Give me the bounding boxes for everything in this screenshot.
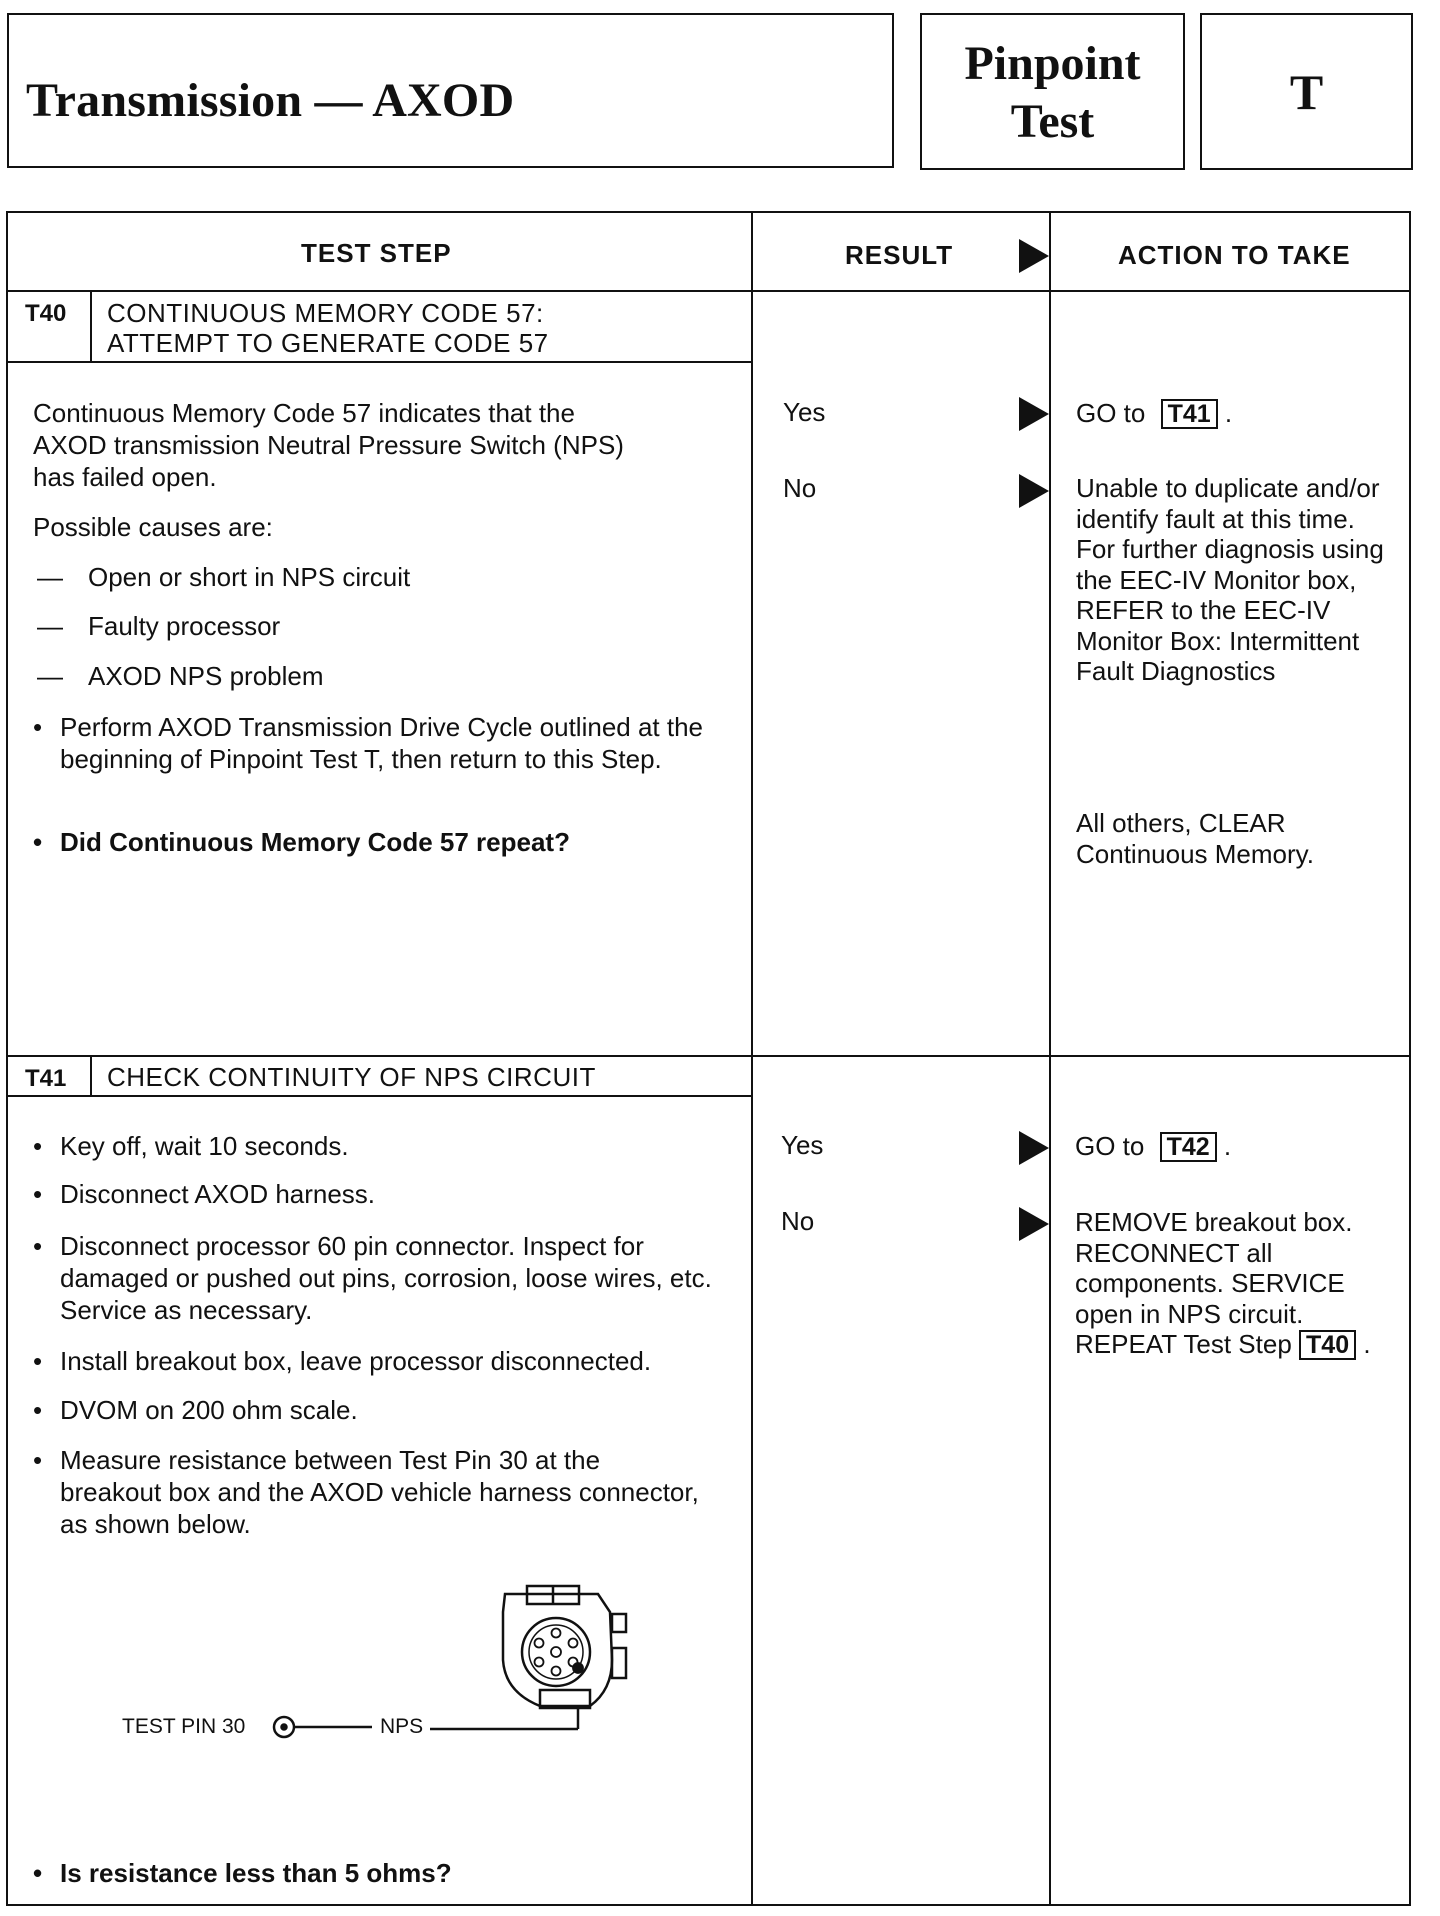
t40-step-number: T40 (25, 300, 67, 327)
t41-step-1-text: Key off, wait 10 seconds. (60, 1131, 349, 1161)
dash-symbol: — (37, 562, 63, 592)
test-letter: T (1289, 64, 1324, 120)
t40-goto-t41-ref: T41 (1161, 399, 1218, 429)
t41-result-no: No (781, 1206, 815, 1236)
t41-step-4-text: Install breakout box, leave processor disconnected. (60, 1346, 652, 1376)
t41-action-no-suffix: . (1363, 1329, 1371, 1359)
t41-step-2-text: Disconnect AXOD harness. (60, 1179, 376, 1209)
nps-connector-diagram (274, 1586, 626, 1737)
result-arrow-icon (1019, 239, 1049, 273)
t41-step-3-text: Disconnect processor 60 pin connector. Inspect for damaged or pushed out pins, corrosion, loose wires, etc. Service as necessary. (60, 1231, 712, 1325)
t40-cause-3-text: AXOD NPS problem (88, 661, 324, 691)
t40-intro-line1: Continuous Memory Code 57 indicates that the (33, 398, 575, 428)
header-title-box (7, 13, 894, 168)
t40-question-text: Did Continuous Memory Code 57 repeat? (60, 827, 570, 857)
pinpoint-line1: Pinpoint (964, 37, 1141, 90)
t40-action-yes (1076, 397, 1232, 429)
test-pin-symbol (274, 1717, 294, 1737)
t40-cause-2-text: Faulty processor (88, 611, 281, 641)
t41-step-5-text: DVOM on 200 ohm scale. (60, 1395, 358, 1425)
t40-yes-arrow-icon (1019, 397, 1049, 431)
t41-title: CHECK CONTINUITY OF NPS CIRCUIT (107, 1062, 596, 1092)
t41-yes-arrow-icon (1019, 1131, 1049, 1165)
t40-causes-label: Possible causes are: (33, 512, 273, 542)
t40-cause-1-text: Open or short in NPS circuit (88, 562, 411, 592)
t40-cause-3 (37, 660, 324, 692)
t41-step-number: T41 (25, 1065, 67, 1092)
nps-label: NPS (380, 1715, 424, 1738)
connector-latch (527, 1586, 579, 1604)
t40-action-yes-prefix: GO to (1076, 398, 1146, 428)
header-pinpoint-box (920, 13, 1185, 170)
pinpoint-test-label (922, 35, 1183, 151)
bullet-icon: • (33, 1231, 43, 1261)
t41-action-no (1075, 1207, 1405, 1360)
t41-action-no-text: REMOVE breakout box. RECONNECT all components. SERVICE open in NPS circuit. REPEAT Test Step (1075, 1207, 1353, 1359)
connector-base (540, 1690, 590, 1708)
bullet-icon: • (33, 827, 43, 857)
t40-intro-line2: AXOD transmission Neutral Pressure Switch (NPS) (33, 430, 624, 460)
t40-procedure-text: Perform AXOD Transmission Drive Cycle outlined at the beginning of Pinpoint Test T, then return to this Step. (60, 712, 704, 774)
header-test-letter-box (1200, 13, 1413, 170)
dash-symbol: — (37, 611, 63, 641)
connector-tab-upper (612, 1614, 626, 1632)
column-header-result: RESULT (845, 240, 954, 270)
bullet-icon: • (33, 1179, 43, 1209)
t40-action-others: All others, CLEAR Continuous Memory. (1076, 808, 1314, 869)
bullet-icon: • (33, 1445, 43, 1475)
t41-step-6-text: Measure resistance between Test Pin 30 at the breakout box and the AXOD vehicle harness connector, as shown below. (60, 1445, 699, 1539)
t41-action-yes (1075, 1130, 1231, 1162)
t41-no-arrow-icon (1019, 1207, 1049, 1241)
table-border (7, 212, 1410, 1905)
bullet-icon: • (33, 1131, 43, 1161)
connector-body (503, 1594, 612, 1706)
bullet-icon: • (33, 712, 43, 742)
t41-goto-t42-ref: T42 (1160, 1132, 1217, 1162)
pinpoint-line2: Test (1010, 95, 1095, 148)
t40-no-arrow-icon (1019, 474, 1049, 508)
connector-tab-lower (612, 1648, 626, 1678)
column-header-action: ACTION TO TAKE (1118, 240, 1351, 270)
t40-result-no: No (783, 473, 817, 503)
column-header-test-step: TEST STEP (301, 238, 452, 268)
page-title: Transmission — AXOD (26, 74, 515, 127)
t41-repeat-t40-ref: T40 (1299, 1330, 1356, 1360)
t40-action-no: Unable to duplicate and/or identify fault at this time. For further diagnosis using the EEC-IV Monitor box, REFER to the EEC-IV Monitor Box: Intermittent Fault Diagnostics (1076, 473, 1384, 686)
test-pin-dot (282, 1725, 287, 1730)
connector-pins (535, 1629, 584, 1676)
t40-cause-2 (37, 610, 281, 642)
test-pin-30-label: TEST PIN 30 (122, 1715, 246, 1738)
connector-face-inner (529, 1625, 583, 1679)
dash-symbol: — (37, 661, 63, 691)
t40-cause-1 (37, 561, 411, 593)
t40-title-line2: ATTEMPT TO GENERATE CODE 57 (107, 328, 549, 358)
t41-question-text: Is resistance less than 5 ohms? (60, 1858, 452, 1888)
t40-intro-line3: has failed open. (33, 462, 217, 492)
connector-face-outer (522, 1618, 590, 1686)
bullet-icon: • (33, 1346, 43, 1376)
t40-action-yes-suffix: . (1224, 398, 1233, 428)
t41-action-yes-suffix: . (1223, 1131, 1232, 1161)
t41-result-yes: Yes (781, 1130, 824, 1160)
t40-title-line1: CONTINUOUS MEMORY CODE 57: (107, 298, 544, 328)
bullet-icon: • (33, 1395, 43, 1425)
t40-result-yes: Yes (783, 397, 826, 427)
t41-action-yes-prefix: GO to (1075, 1131, 1145, 1161)
bullet-icon: • (33, 1858, 43, 1888)
